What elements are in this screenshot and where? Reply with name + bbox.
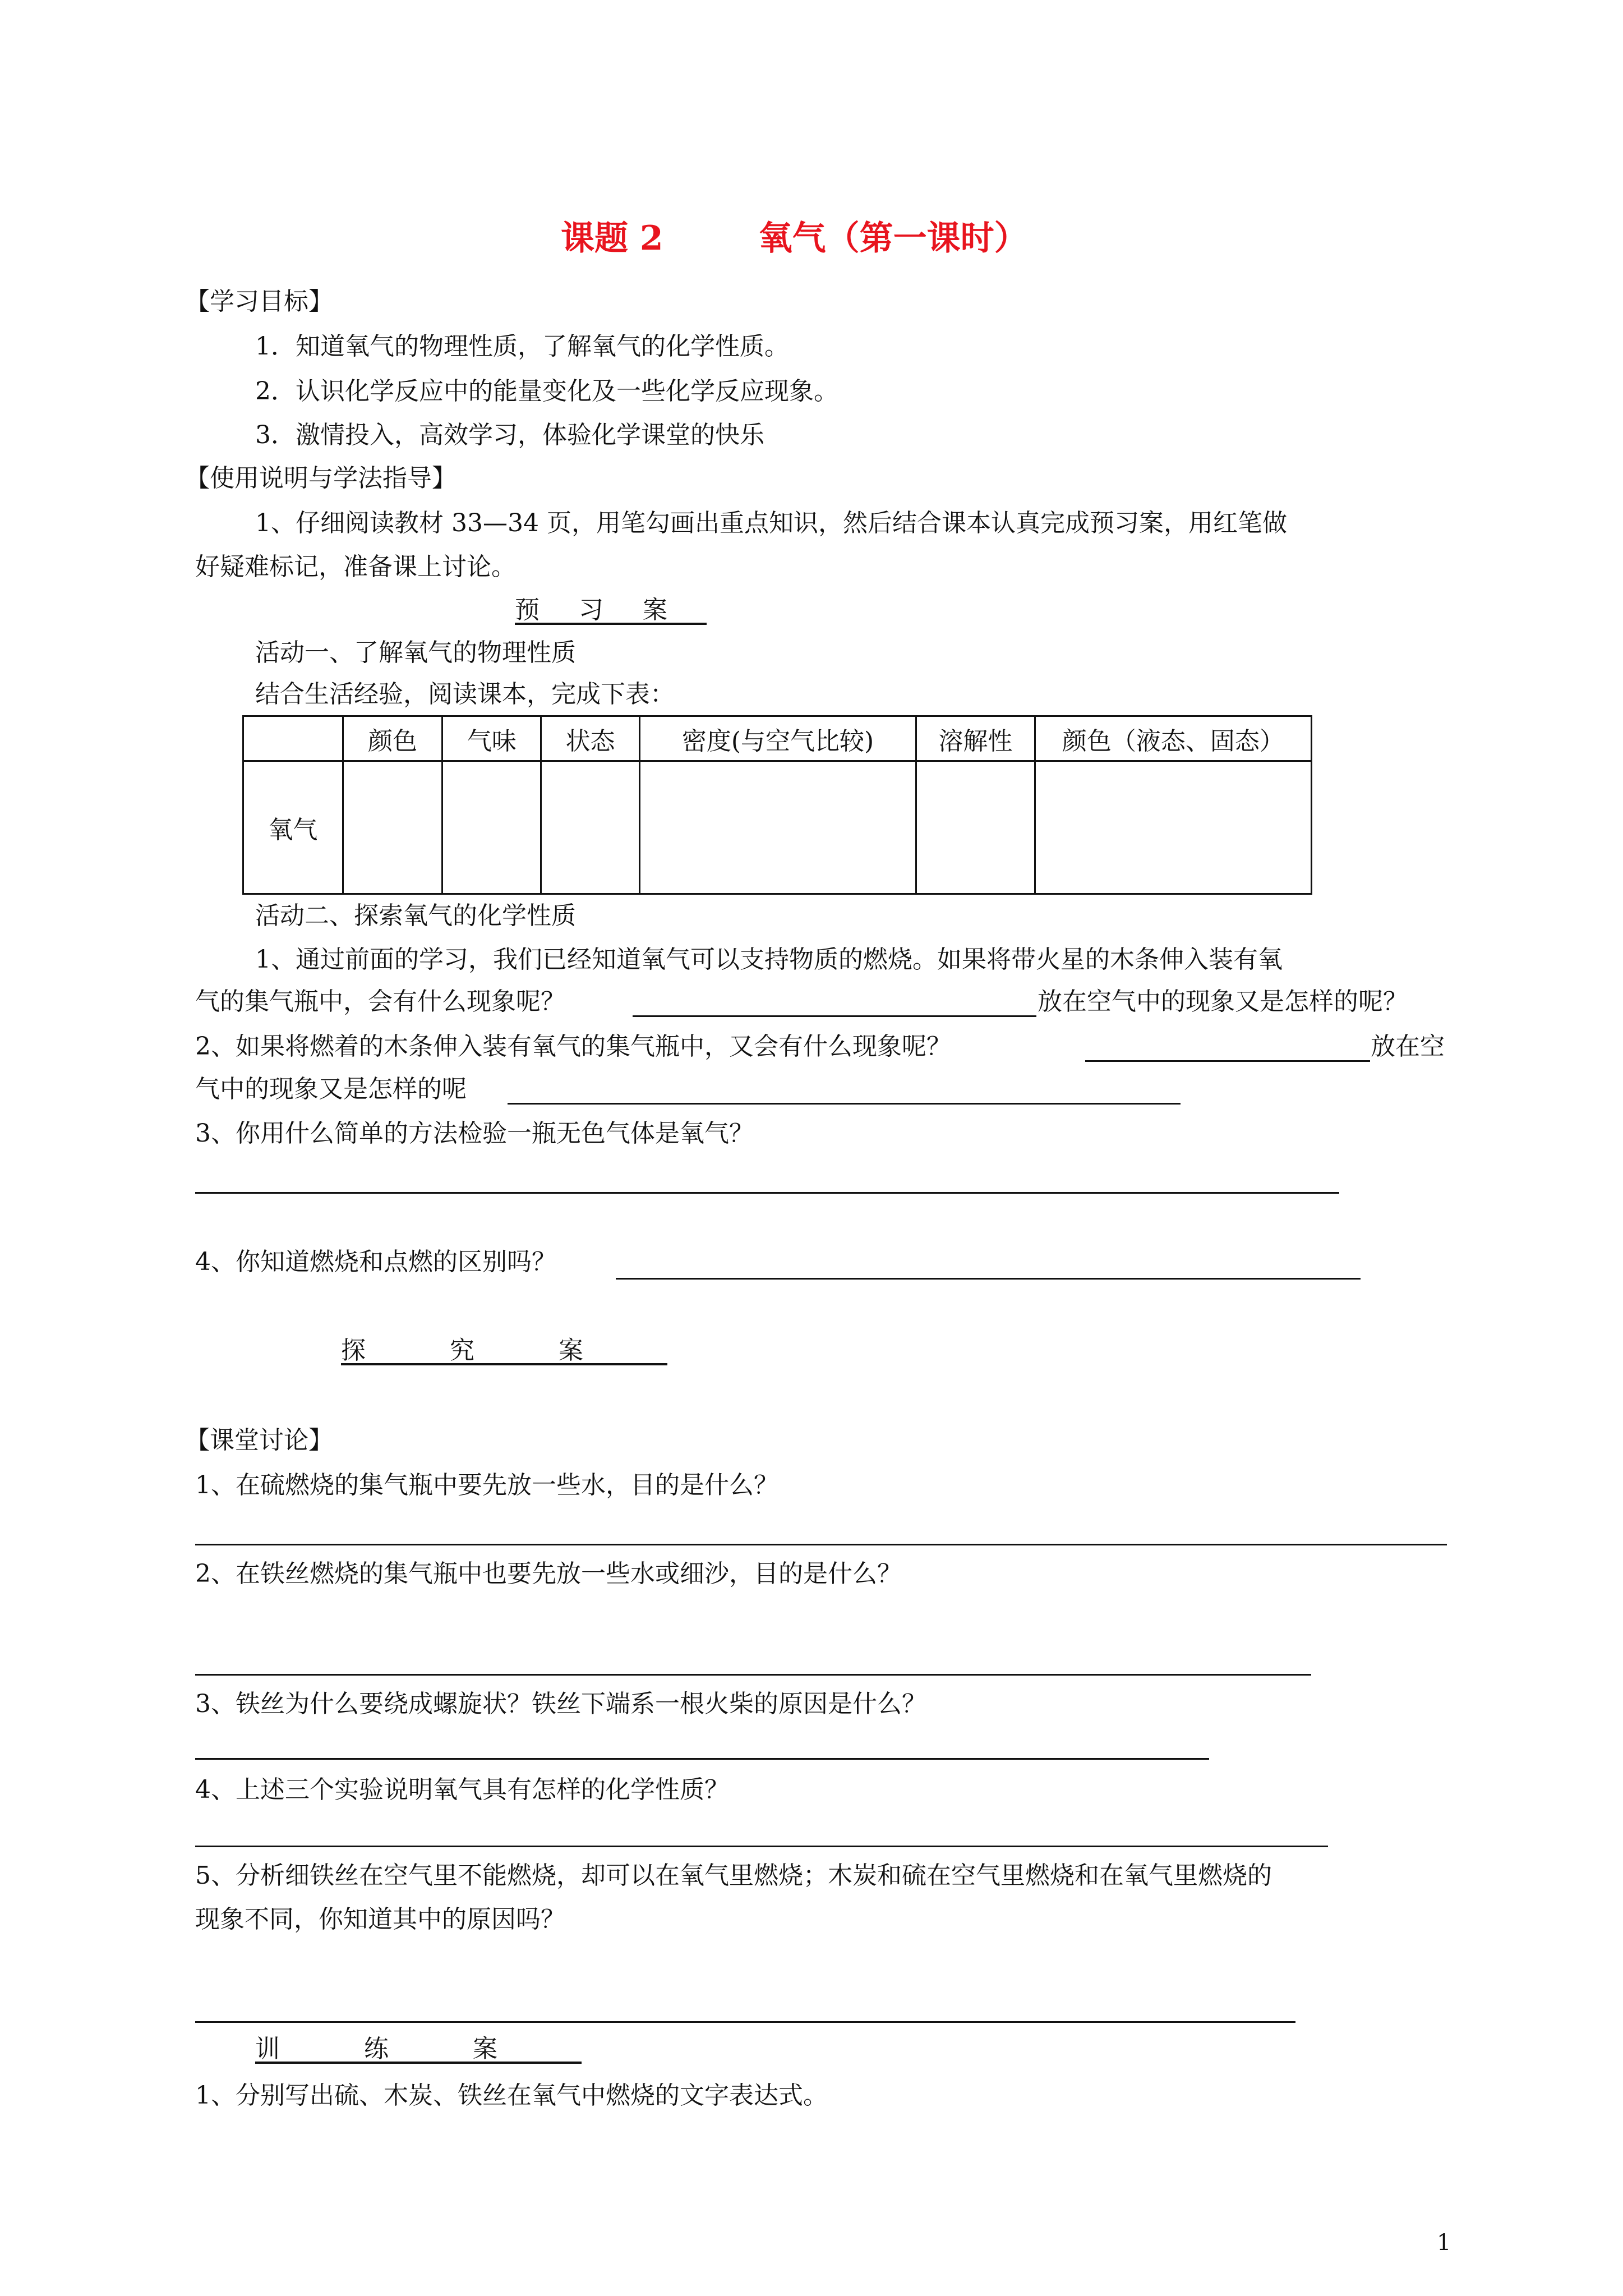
table-header-cell: 状态 [541,716,640,761]
explore-heading: 探究案 [341,1336,667,1365]
question-text: 3、铁丝为什么要绕成螺旋状？铁丝下端系一根火柴的原因是什么？ [195,1690,926,1718]
goal-item: 2．认识化学反应中的能量变化及一些化学反应现象。 [255,377,838,406]
answer-cell[interactable] [541,761,640,894]
lesson-number: 课题 2 [561,219,663,258]
question-text: 1、在硫燃烧的集气瓶中要先放一些水，目的是什么？ [195,1471,778,1499]
question-text: 2、如果将燃着的木条伸入装有氧气的集气瓶中，又会有什么现象呢？ [195,1032,951,1061]
question-text: 气中的现象又是怎样的呢 [195,1075,467,1103]
lesson-topic: 氧气（第一课时） [758,219,1028,258]
question-text: 2、在铁丝燃烧的集气瓶中也要先放一些水或细沙，目的是什么？ [195,1559,902,1588]
table-header-cell: 气味 [442,716,541,761]
page-title [561,216,1028,261]
question-text: 放在空气中的现象又是怎样的呢？ [1038,987,1408,1016]
question-text: 4、你知道燃烧和点燃的区别吗？ [195,1248,556,1276]
page-number: 1 [1437,2230,1451,2256]
goal-item: 1．知道氧气的物理性质，了解氧气的化学性质。 [255,332,789,361]
oxygen-properties-table [242,715,1312,895]
question-text: 现象不同，你知道其中的原因吗？ [195,1905,565,1934]
question-text: 5、分析细铁丝在空气里不能燃烧，却可以在氧气里燃烧；木炭和硫在空气里燃烧和在氧气里燃烧的 [195,1861,1272,1890]
question-text: 气的集气瓶中，会有什么现象呢？ [195,987,565,1016]
answer-line[interactable] [195,1192,1339,1194]
goal-item: 3．激情投入，高效学习，体验化学课堂的快乐 [255,421,764,449]
table-header-row [243,716,1312,761]
preview-heading: 预习案 [515,596,707,624]
guide-line: 好疑难标记，准备课上讨论。 [195,553,516,581]
question-text: 放在空 [1371,1032,1445,1061]
table-header-cell: 颜色 [343,716,442,761]
goals-heading: 【学习目标】 [185,287,333,316]
answer-line[interactable] [195,1846,1328,1847]
answer-blank[interactable] [1085,1060,1370,1062]
table-header-cell: 颜色（液态、固态） [1035,716,1311,761]
table-header-cell: 密度(与空气比较) [639,716,916,761]
answer-cell[interactable] [442,761,541,894]
table-instruction: 结合生活经验，阅读课本，完成下表： [255,680,675,708]
question-text: 4、上述三个实验说明氧气具有怎样的化学性质？ [195,1775,729,1804]
answer-blank[interactable] [508,1103,1181,1105]
table-header-cell: 溶解性 [916,716,1035,761]
table-header-cell [243,716,343,761]
discussion-heading: 【课堂讨论】 [185,1426,333,1455]
answer-cell[interactable] [343,761,442,894]
guide-heading: 【使用说明与学法指导】 [185,464,457,493]
question-text: 3、你用什么简单的方法检验一瓶无色气体是氧气？ [195,1119,754,1148]
question-text: 1、分别写出硫、木炭、铁丝在氧气中燃烧的文字表达式。 [195,2081,828,2110]
guide-line: 1、仔细阅读教材 33—34 页，用笔勾画出重点知识，然后结合课本认真完成预习案，用红笔做 [255,509,1287,537]
activity-two: 活动二、探索氧气的化学性质 [255,901,576,930]
answer-line[interactable] [195,2021,1295,2023]
activity-one: 活动一、了解氧气的物理性质 [255,638,576,667]
answer-cell[interactable] [1035,761,1311,894]
table-row [243,761,1312,894]
answer-line[interactable] [195,1674,1311,1676]
answer-blank[interactable] [616,1278,1361,1280]
answer-blank[interactable] [633,1015,1036,1017]
row-label: 氧气 [243,761,343,894]
answer-cell[interactable] [639,761,916,894]
question-text: 1、通过前面的学习，我们已经知道氧气可以支持物质的燃烧。如果将带火星的木条伸入装有氧 [255,945,1283,974]
practice-heading: 训练案 [255,2035,582,2063]
answer-cell[interactable] [916,761,1035,894]
answer-line[interactable] [195,1758,1209,1760]
answer-line[interactable] [195,1544,1447,1545]
